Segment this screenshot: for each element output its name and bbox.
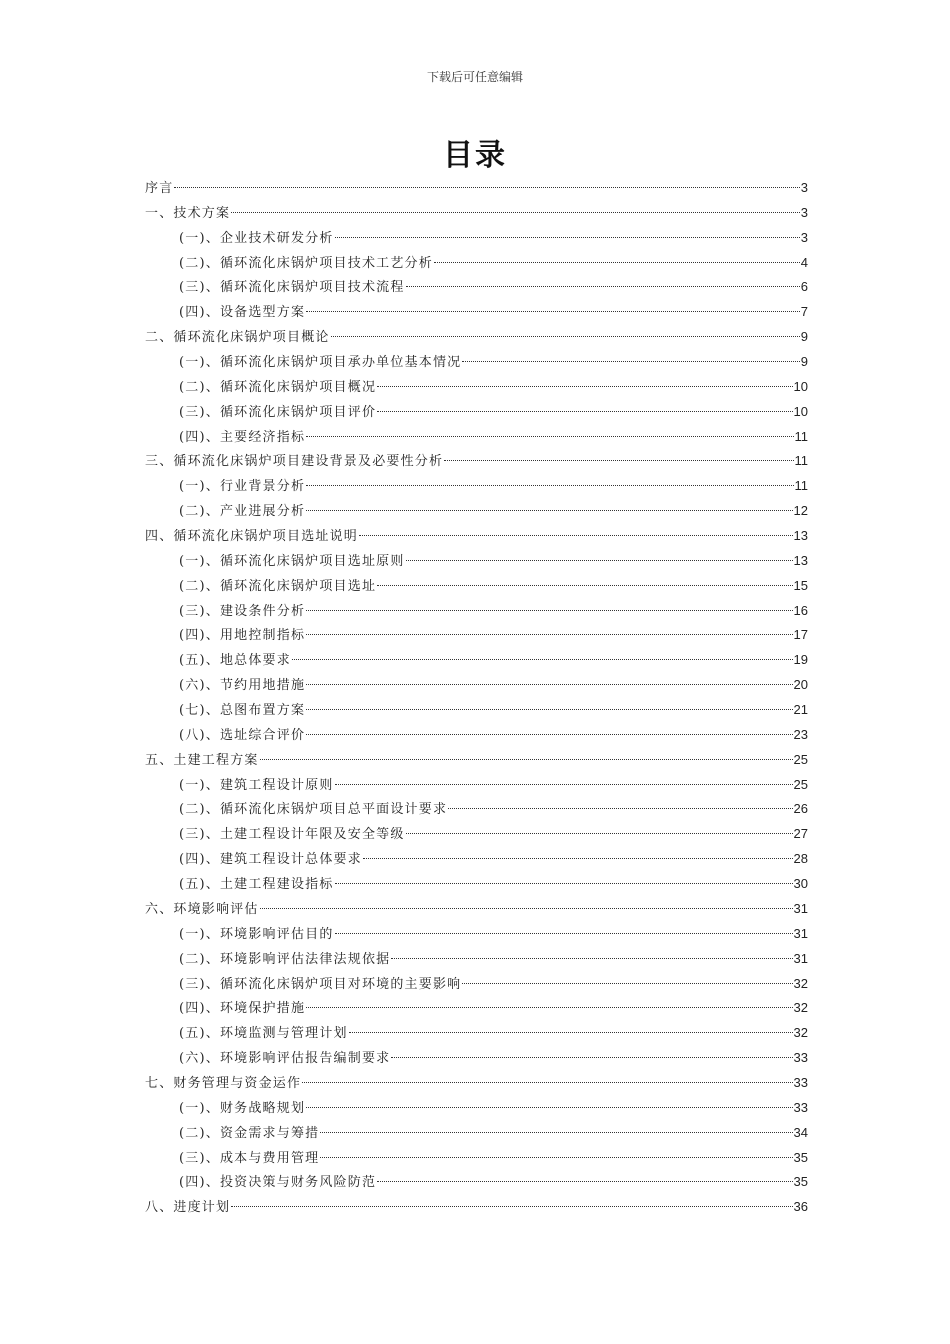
- toc-page-number: 35: [793, 1174, 808, 1190]
- toc-page-number: 26: [793, 801, 808, 817]
- header-note: 下载后可任意编辑: [426, 70, 523, 84]
- toc-dot-leader: [406, 560, 793, 561]
- toc-entry-text: (二)、循环流化床锅炉项目总平面设计要求: [179, 802, 448, 818]
- toc-dot-leader: [306, 1007, 792, 1008]
- toc-entry[interactable]: [145, 1195, 808, 1220]
- toc-page-number: 33: [793, 1099, 808, 1115]
- toc-dot-leader: [306, 311, 800, 312]
- toc-entry-text: (三)、土建工程设计年限及安全等级: [179, 827, 405, 843]
- toc-entry-text: 二、循环流化床锅炉项目概论: [145, 330, 330, 346]
- toc-entry[interactable]: [145, 275, 808, 300]
- toc-entry[interactable]: [145, 300, 808, 325]
- toc-page-number: 11: [794, 428, 808, 444]
- toc-entry[interactable]: [145, 947, 808, 972]
- toc-entry-text: (二)、循环流化床锅炉项目概况: [179, 379, 377, 395]
- toc-entry[interactable]: [145, 524, 808, 549]
- toc-entry-text: (八)、选址综合评价: [179, 727, 306, 743]
- toc-entry[interactable]: [145, 673, 808, 698]
- toc-entry[interactable]: [145, 201, 808, 226]
- toc-page-number: 25: [793, 751, 808, 767]
- toc-entry[interactable]: [145, 325, 808, 350]
- toc-entry[interactable]: [145, 1146, 808, 1171]
- toc-dot-leader: [391, 1057, 792, 1058]
- toc-entry-text: (三)、循环流化床锅炉项目评价: [179, 404, 377, 420]
- toc-entry[interactable]: [145, 1046, 808, 1071]
- toc-entry[interactable]: [145, 474, 808, 499]
- toc-dot-leader: [391, 958, 792, 959]
- toc-entry-text: (一)、企业技术研发分析: [179, 230, 334, 246]
- toc-entry[interactable]: [145, 375, 808, 400]
- toc-entry[interactable]: [145, 748, 808, 773]
- toc-entry-text: (一)、财务战略规划: [179, 1100, 306, 1116]
- toc-entry-text: 一、技术方案: [145, 205, 231, 221]
- toc-page-number: 33: [793, 1074, 808, 1090]
- toc-dot-leader: [335, 883, 793, 884]
- toc-dot-leader: [174, 187, 799, 188]
- toc-entry-text: 五、土建工程方案: [145, 752, 259, 768]
- toc-entry[interactable]: [145, 996, 808, 1021]
- toc-entry-text: 四、循环流化床锅炉项目选址说明: [145, 529, 359, 545]
- toc-dot-leader: [306, 684, 792, 685]
- toc-entry-text: (六)、环境影响评估报告编制要求: [179, 1051, 391, 1067]
- toc-entry-text: (七)、总图布置方案: [179, 703, 306, 719]
- toc-page-number: 28: [793, 851, 808, 867]
- toc-entry-text: (二)、循环流化床锅炉项目技术工艺分析: [179, 255, 433, 271]
- toc-dot-leader: [306, 709, 792, 710]
- toc-page-number: 7: [800, 304, 808, 320]
- toc-entry[interactable]: [145, 1021, 808, 1046]
- toc-dot-leader: [444, 460, 793, 461]
- toc-page-number: 16: [793, 602, 808, 618]
- toc-dot-leader: [306, 436, 793, 437]
- toc-dot-leader: [231, 1206, 792, 1207]
- toc-entry-text: (四)、建筑工程设计总体要求: [179, 852, 362, 868]
- toc-entry[interactable]: [145, 499, 808, 524]
- toc-entry-text: 三、循环流化床锅炉项目建设背景及必要性分析: [145, 454, 444, 470]
- toc-entry-text: (四)、投资决策与财务风险防范: [179, 1175, 377, 1191]
- toc-page-number: 13: [793, 552, 808, 568]
- toc-dot-leader: [320, 1157, 792, 1158]
- toc-dot-leader: [306, 610, 792, 611]
- toc-dot-leader: [306, 510, 792, 511]
- toc-dot-leader: [306, 734, 792, 735]
- toc-entry-text: (二)、产业进展分析: [179, 504, 306, 520]
- toc-entry-text: (五)、环境监测与管理计划: [179, 1026, 348, 1042]
- toc-page-number: 10: [793, 403, 808, 419]
- toc-entry-text: (二)、循环流化床锅炉项目选址: [179, 578, 377, 594]
- toc-entry[interactable]: [145, 922, 808, 947]
- toc-dot-leader: [260, 759, 793, 760]
- toc-page-number: 11: [794, 453, 808, 469]
- toc-page-number: 3: [800, 204, 808, 220]
- toc-entry-text: (三)、循环流化床锅炉项目技术流程: [179, 280, 405, 296]
- toc-dot-leader: [406, 286, 800, 287]
- toc-entry-text: (一)、建筑工程设计原则: [179, 777, 334, 793]
- toc-entry[interactable]: [145, 449, 808, 474]
- toc-page-number: 15: [793, 577, 808, 593]
- toc-dot-leader: [306, 485, 793, 486]
- toc-dot-leader: [335, 784, 793, 785]
- toc-dot-leader: [260, 908, 793, 909]
- toc-page-number: 30: [793, 876, 808, 892]
- toc-dot-leader: [363, 858, 793, 859]
- toc-entry-text: (二)、资金需求与筹措: [179, 1125, 320, 1141]
- toc-page-number: 35: [793, 1149, 808, 1165]
- toc-entry[interactable]: [145, 350, 808, 375]
- toc-page-number: 12: [793, 503, 808, 519]
- toc-page-number: 17: [793, 627, 808, 643]
- toc-page-number: 13: [793, 528, 808, 544]
- toc-entry-text: (三)、成本与费用管理: [179, 1150, 320, 1166]
- toc-entry[interactable]: [145, 574, 808, 599]
- toc-entry[interactable]: [145, 897, 808, 922]
- toc-page-number: 19: [793, 652, 808, 668]
- toc-dot-leader: [377, 585, 792, 586]
- toc-dot-leader: [335, 933, 793, 934]
- toc-page-number: 32: [793, 1025, 808, 1041]
- toc-entry[interactable]: [145, 723, 808, 748]
- toc-page-number: 20: [793, 677, 808, 693]
- toc-entry[interactable]: [145, 599, 808, 624]
- toc-title: 目录: [443, 138, 507, 173]
- toc-dot-leader: [302, 1082, 792, 1083]
- toc-dot-leader: [406, 833, 793, 834]
- toc-dot-leader: [462, 983, 792, 984]
- toc-page-number: 4: [800, 254, 808, 270]
- toc-entry[interactable]: [145, 623, 808, 648]
- toc-entry[interactable]: [145, 549, 808, 574]
- toc-entry[interactable]: [145, 648, 808, 673]
- toc-entry[interactable]: [145, 251, 808, 276]
- toc-page-number: 31: [793, 950, 808, 966]
- toc-entry-text: 七、财务管理与资金运作: [145, 1075, 302, 1091]
- toc-entry-text: 六、环境影响评估: [145, 901, 259, 917]
- toc-entry-text: (四)、环境保护措施: [179, 1001, 306, 1017]
- toc-page-number: 23: [793, 726, 808, 742]
- toc-entry-text: 八、进度计划: [145, 1200, 231, 1216]
- toc-page-number: 32: [793, 1000, 808, 1016]
- toc-dot-leader: [320, 1132, 792, 1133]
- toc-dot-leader: [306, 634, 792, 635]
- toc-page-number: 10: [793, 378, 808, 394]
- toc-dot-leader: [349, 1032, 793, 1033]
- toc-dot-leader: [448, 808, 792, 809]
- toc-page-number: 6: [800, 279, 808, 295]
- toc-page-number: 9: [800, 329, 808, 345]
- table-of-contents: [145, 176, 808, 1220]
- toc-entry-text: (一)、循环流化床锅炉项目选址原则: [179, 553, 405, 569]
- toc-entry[interactable]: [145, 698, 808, 723]
- toc-entry[interactable]: [145, 773, 808, 798]
- toc-entry-text: (一)、环境影响评估目的: [179, 926, 334, 942]
- toc-entry-text: (四)、用地控制指标: [179, 628, 306, 644]
- toc-entry[interactable]: [145, 425, 808, 450]
- toc-page-number: 31: [793, 925, 808, 941]
- toc-entry[interactable]: [145, 1121, 808, 1146]
- toc-page-number: 25: [793, 776, 808, 792]
- toc-dot-leader: [292, 659, 793, 660]
- toc-page-number: 34: [793, 1124, 808, 1140]
- toc-page-number: 27: [793, 826, 808, 842]
- toc-entry-text: (三)、循环流化床锅炉项目对环境的主要影响: [179, 976, 462, 992]
- toc-page-number: 31: [793, 900, 808, 916]
- toc-entry-text: (六)、节约用地措施: [179, 678, 306, 694]
- toc-dot-leader: [377, 386, 792, 387]
- toc-page-number: 36: [793, 1199, 808, 1215]
- toc-page-number: 21: [793, 702, 808, 718]
- toc-entry[interactable]: [145, 972, 808, 997]
- toc-dot-leader: [462, 361, 799, 362]
- toc-page-number: 3: [800, 180, 808, 195]
- toc-entry[interactable]: [145, 872, 808, 897]
- toc-entry-text: (五)、土建工程建设指标: [179, 877, 334, 893]
- toc-entry[interactable]: [145, 1096, 808, 1121]
- toc-dot-leader: [434, 262, 800, 263]
- toc-entry[interactable]: [145, 1071, 808, 1096]
- toc-entry[interactable]: [145, 400, 808, 425]
- toc-entry-text: (四)、主要经济指标: [179, 429, 306, 445]
- toc-dot-leader: [306, 1107, 792, 1108]
- toc-entry-text: (一)、循环流化床锅炉项目承办单位基本情况: [179, 355, 462, 371]
- toc-dot-leader: [335, 237, 800, 238]
- toc-entry-text: (三)、建设条件分析: [179, 603, 306, 619]
- toc-page-number: 9: [800, 354, 808, 370]
- toc-entry-text: (二)、环境影响评估法律法规依据: [179, 951, 391, 967]
- toc-entry[interactable]: [145, 797, 808, 822]
- toc-page-number: 33: [793, 1050, 808, 1066]
- toc-entry-text: (四)、设备选型方案: [179, 305, 306, 321]
- toc-entry-text: 序言: [145, 181, 174, 196]
- toc-entry[interactable]: [145, 176, 808, 201]
- toc-entry[interactable]: [145, 226, 808, 251]
- toc-dot-leader: [359, 535, 793, 536]
- toc-page-number: 11: [794, 478, 808, 494]
- toc-dot-leader: [231, 212, 800, 213]
- toc-entry[interactable]: [145, 1170, 808, 1195]
- toc-entry[interactable]: [145, 822, 808, 847]
- toc-page-number: 3: [800, 229, 808, 245]
- toc-dot-leader: [331, 336, 800, 337]
- toc-dot-leader: [377, 411, 792, 412]
- toc-entry-text: (五)、地总体要求: [179, 653, 291, 669]
- toc-page-number: 32: [793, 975, 808, 991]
- toc-dot-leader: [377, 1181, 792, 1182]
- toc-entry-text: (一)、行业背景分析: [179, 479, 306, 495]
- toc-entry[interactable]: [145, 847, 808, 872]
